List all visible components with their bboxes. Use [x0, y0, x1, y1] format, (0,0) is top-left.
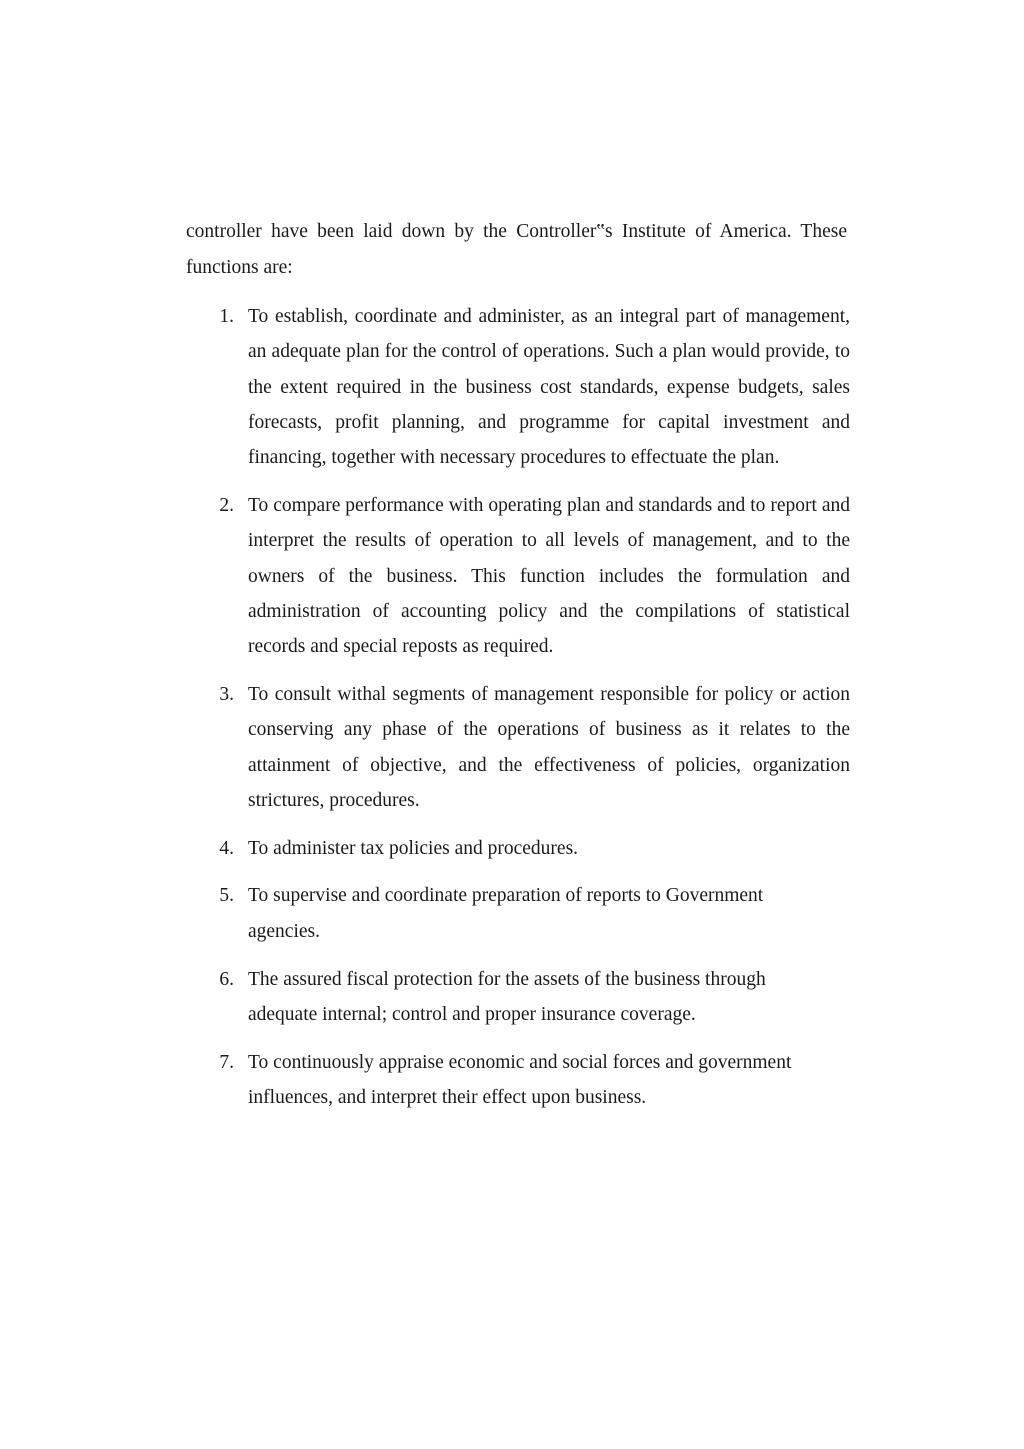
- list-item: [186, 488, 850, 664]
- list-item-number: 5.: [219, 885, 234, 907]
- list-item-number: 6.: [219, 968, 234, 990]
- list-item-text: To establish, coordinate and administer, as an integral part of management, an adequate plan for the control of operations. Such a plan would provide, to the extent required in the business cost standards, expense budgets, sales forecasts, profit planning, and programme for capital investment and financing, together with necessary procedures to effectuate the plan.: [248, 306, 850, 469]
- intro-paragraph: controller have been laid down by the Controller‟s Institute of America. These functions are:: [186, 221, 847, 278]
- list-item: [186, 831, 850, 866]
- list-item: [186, 677, 850, 818]
- list-item-number: 1.: [219, 306, 234, 327]
- list-item: [186, 962, 850, 1033]
- functions-list: [186, 299, 850, 1128]
- list-item-number: 7.: [219, 1051, 234, 1073]
- list-item-text: To compare performance with operating plan and standards and to report and interpret the results of operation to all levels of management, and to the owners of the business. This function includes the formulation and administration of accounting policy and the compilations of statistical records and special reposts as required.: [248, 494, 850, 658]
- list-item: [186, 878, 850, 949]
- list-item-number: 3.: [219, 683, 234, 705]
- list-item: [186, 1045, 850, 1116]
- list-item-number: 4.: [219, 837, 234, 859]
- list-item-number: 2.: [219, 494, 234, 516]
- list-item-text: The assured fiscal protection for the assets of the business through adequate internal; control and proper insurance coverage.: [248, 968, 766, 1025]
- list-item-text: To consult withal segments of management responsible for policy or action conserving any phase of the operations of business as it relates to the attainment of objective, and the effectiveness of policies, organization strictures, procedures.: [248, 683, 850, 811]
- list-item-text: To continuously appraise economic and social forces and government influences, and interpret their effect upon business.: [248, 1051, 792, 1108]
- list-item-text: To supervise and coordinate preparation of reports to Government agencies.: [248, 885, 764, 942]
- list-item: [186, 299, 850, 475]
- list-item-text: To administer tax policies and procedures.: [248, 837, 579, 859]
